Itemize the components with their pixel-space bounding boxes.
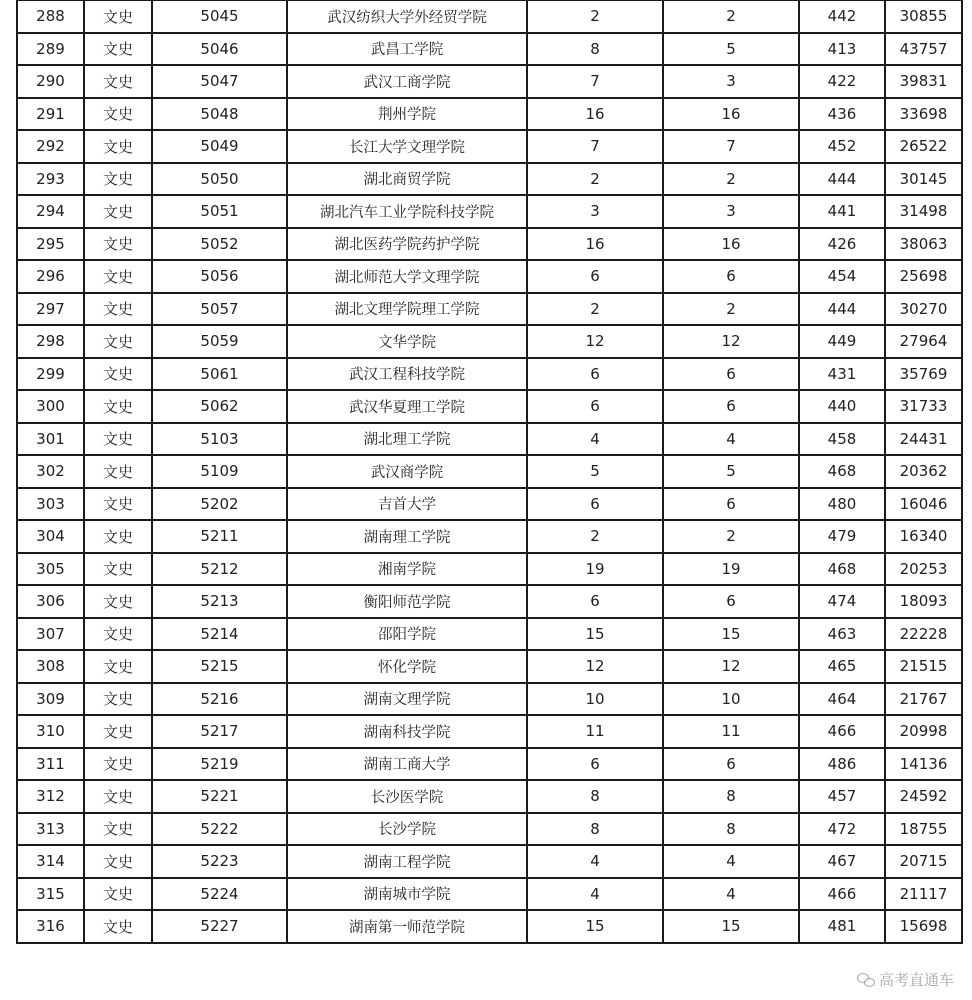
table-row [17,715,962,748]
school-code-cell: 5217 [152,715,287,748]
school-name-cell: 湘南学院 [287,553,527,586]
plan-count-cell: 8 [527,33,663,66]
admitted-count-cell: 6 [663,488,799,521]
min-rank-cell: 27964 [885,325,962,358]
school-name-cell: 武汉商学院 [287,455,527,488]
subject-category-cell: 文史 [84,455,152,488]
min-rank-cell: 30145 [885,163,962,196]
plan-count-cell: 2 [527,520,663,553]
min-score-cell: 442 [799,0,885,33]
admitted-count-cell: 2 [663,0,799,33]
admitted-count-cell: 6 [663,748,799,781]
row-number-cell: 294 [17,195,84,228]
min-rank-cell: 35769 [885,358,962,391]
school-code-cell: 5050 [152,163,287,196]
min-score-cell: 440 [799,390,885,423]
table-row [17,618,962,651]
row-number-cell: 295 [17,228,84,261]
admitted-count-cell: 6 [663,358,799,391]
admissions-table [16,0,963,944]
subject-category-cell: 文史 [84,423,152,456]
school-code-cell: 5202 [152,488,287,521]
plan-count-cell: 6 [527,585,663,618]
min-score-cell: 481 [799,910,885,943]
plan-count-cell: 4 [527,878,663,911]
school-name-cell: 文华学院 [287,325,527,358]
school-name-cell: 湖南工商大学 [287,748,527,781]
min-score-cell: 452 [799,130,885,163]
row-number-cell: 301 [17,423,84,456]
min-score-cell: 466 [799,715,885,748]
school-code-cell: 5216 [152,683,287,716]
admitted-count-cell: 5 [663,455,799,488]
min-score-cell: 441 [799,195,885,228]
school-code-cell: 5213 [152,585,287,618]
min-rank-cell: 16046 [885,488,962,521]
wechat-icon [857,973,875,987]
min-score-cell: 464 [799,683,885,716]
watermark [857,969,954,990]
school-name-cell: 湖南第一师范学院 [287,910,527,943]
school-name-cell: 武汉华夏理工学院 [287,390,527,423]
subject-category-cell: 文史 [84,780,152,813]
plan-count-cell: 6 [527,390,663,423]
min-score-cell: 480 [799,488,885,521]
school-name-cell: 湖北商贸学院 [287,163,527,196]
min-rank-cell: 22228 [885,618,962,651]
plan-count-cell: 4 [527,423,663,456]
table-row [17,228,962,261]
school-name-cell: 湖北理工学院 [287,423,527,456]
admitted-count-cell: 6 [663,390,799,423]
school-code-cell: 5049 [152,130,287,163]
school-code-cell: 5223 [152,845,287,878]
admitted-count-cell: 8 [663,780,799,813]
table-row [17,293,962,326]
admitted-count-cell: 4 [663,878,799,911]
admitted-count-cell: 4 [663,845,799,878]
school-name-cell: 湖南理工学院 [287,520,527,553]
min-rank-cell: 38063 [885,228,962,261]
subject-category-cell: 文史 [84,520,152,553]
min-rank-cell: 20253 [885,553,962,586]
plan-count-cell: 6 [527,260,663,293]
admitted-count-cell: 15 [663,910,799,943]
min-score-cell: 474 [799,585,885,618]
plan-count-cell: 2 [527,293,663,326]
school-code-cell: 5227 [152,910,287,943]
school-name-cell: 武昌工学院 [287,33,527,66]
row-number-cell: 316 [17,910,84,943]
admitted-count-cell: 7 [663,130,799,163]
school-name-cell: 长沙医学院 [287,780,527,813]
admitted-count-cell: 3 [663,195,799,228]
subject-category-cell: 文史 [84,553,152,586]
school-code-cell: 5211 [152,520,287,553]
plan-count-cell: 15 [527,618,663,651]
admitted-count-cell: 8 [663,813,799,846]
school-code-cell: 5062 [152,390,287,423]
min-score-cell: 454 [799,260,885,293]
row-number-cell: 292 [17,130,84,163]
row-number-cell: 289 [17,33,84,66]
subject-category-cell: 文史 [84,813,152,846]
table-row [17,65,962,98]
admitted-count-cell: 2 [663,520,799,553]
min-rank-cell: 21515 [885,650,962,683]
school-code-cell: 5052 [152,228,287,261]
min-score-cell: 468 [799,455,885,488]
row-number-cell: 297 [17,293,84,326]
plan-count-cell: 12 [527,325,663,358]
row-number-cell: 313 [17,813,84,846]
subject-category-cell: 文史 [84,488,152,521]
school-name-cell: 武汉工商学院 [287,65,527,98]
min-score-cell: 431 [799,358,885,391]
min-score-cell: 413 [799,33,885,66]
table-row [17,390,962,423]
table-row [17,910,962,943]
subject-category-cell: 文史 [84,878,152,911]
plan-count-cell: 10 [527,683,663,716]
plan-count-cell: 4 [527,845,663,878]
school-name-cell: 衡阳师范学院 [287,585,527,618]
plan-count-cell: 5 [527,455,663,488]
plan-count-cell: 6 [527,358,663,391]
row-number-cell: 314 [17,845,84,878]
row-number-cell: 302 [17,455,84,488]
min-score-cell: 426 [799,228,885,261]
min-rank-cell: 33698 [885,98,962,131]
row-number-cell: 312 [17,780,84,813]
school-name-cell: 湖北医药学院药护学院 [287,228,527,261]
school-code-cell: 5047 [152,65,287,98]
subject-category-cell: 文史 [84,650,152,683]
school-name-cell: 湖南文理学院 [287,683,527,716]
table-row [17,0,962,33]
row-number-cell: 293 [17,163,84,196]
school-name-cell: 怀化学院 [287,650,527,683]
table-row [17,780,962,813]
row-number-cell: 299 [17,358,84,391]
row-number-cell: 307 [17,618,84,651]
school-code-cell: 5057 [152,293,287,326]
school-code-cell: 5056 [152,260,287,293]
school-name-cell: 武汉纺织大学外经贸学院 [287,0,527,33]
school-code-cell: 5051 [152,195,287,228]
min-rank-cell: 20998 [885,715,962,748]
school-name-cell: 湖北汽车工业学院科技学院 [287,195,527,228]
row-number-cell: 298 [17,325,84,358]
admitted-count-cell: 15 [663,618,799,651]
school-name-cell: 湖南工程学院 [287,845,527,878]
plan-count-cell: 15 [527,910,663,943]
school-code-cell: 5109 [152,455,287,488]
admitted-count-cell: 11 [663,715,799,748]
min-rank-cell: 18093 [885,585,962,618]
school-name-cell: 湖南科技学院 [287,715,527,748]
row-number-cell: 290 [17,65,84,98]
row-number-cell: 311 [17,748,84,781]
min-score-cell: 449 [799,325,885,358]
subject-category-cell: 文史 [84,0,152,33]
row-number-cell: 304 [17,520,84,553]
subject-category-cell: 文史 [84,33,152,66]
table-row [17,553,962,586]
plan-count-cell: 8 [527,813,663,846]
subject-category-cell: 文史 [84,683,152,716]
min-rank-cell: 39831 [885,65,962,98]
school-code-cell: 5059 [152,325,287,358]
admitted-count-cell: 16 [663,228,799,261]
min-rank-cell: 30855 [885,0,962,33]
school-name-cell: 武汉工程科技学院 [287,358,527,391]
school-name-cell: 湖北师范大学文理学院 [287,260,527,293]
row-number-cell: 306 [17,585,84,618]
min-rank-cell: 31498 [885,195,962,228]
subject-category-cell: 文史 [84,228,152,261]
plan-count-cell: 8 [527,780,663,813]
school-code-cell: 5214 [152,618,287,651]
min-rank-cell: 25698 [885,260,962,293]
min-score-cell: 458 [799,423,885,456]
admitted-count-cell: 19 [663,553,799,586]
admitted-count-cell: 5 [663,33,799,66]
row-number-cell: 296 [17,260,84,293]
table-row [17,163,962,196]
admitted-count-cell: 12 [663,650,799,683]
subject-category-cell: 文史 [84,845,152,878]
plan-count-cell: 12 [527,650,663,683]
plan-count-cell: 19 [527,553,663,586]
min-rank-cell: 18755 [885,813,962,846]
school-name-cell: 吉首大学 [287,488,527,521]
school-code-cell: 5103 [152,423,287,456]
admitted-count-cell: 6 [663,260,799,293]
min-score-cell: 422 [799,65,885,98]
school-name-cell: 湖南城市学院 [287,878,527,911]
plan-count-cell: 6 [527,748,663,781]
table-row [17,325,962,358]
min-score-cell: 479 [799,520,885,553]
row-number-cell: 288 [17,0,84,33]
min-score-cell: 457 [799,780,885,813]
table-row [17,358,962,391]
subject-category-cell: 文史 [84,358,152,391]
row-number-cell: 305 [17,553,84,586]
plan-count-cell: 16 [527,228,663,261]
min-rank-cell: 16340 [885,520,962,553]
subject-category-cell: 文史 [84,618,152,651]
table-row [17,683,962,716]
school-code-cell: 5061 [152,358,287,391]
min-rank-cell: 20715 [885,845,962,878]
school-code-cell: 5048 [152,98,287,131]
row-number-cell: 315 [17,878,84,911]
plan-count-cell: 16 [527,98,663,131]
row-number-cell: 308 [17,650,84,683]
subject-category-cell: 文史 [84,98,152,131]
school-code-cell: 5221 [152,780,287,813]
plan-count-cell: 2 [527,163,663,196]
subject-category-cell: 文史 [84,390,152,423]
row-number-cell: 309 [17,683,84,716]
plan-count-cell: 11 [527,715,663,748]
school-name-cell: 荆州学院 [287,98,527,131]
table-row [17,748,962,781]
table-row [17,130,962,163]
table-row [17,845,962,878]
subject-category-cell: 文史 [84,163,152,196]
min-score-cell: 468 [799,553,885,586]
plan-count-cell: 7 [527,65,663,98]
min-score-cell: 472 [799,813,885,846]
table-body [17,0,962,943]
table-row [17,520,962,553]
min-score-cell: 486 [799,748,885,781]
admitted-count-cell: 10 [663,683,799,716]
table-row [17,423,962,456]
row-number-cell: 303 [17,488,84,521]
admitted-count-cell: 2 [663,163,799,196]
min-rank-cell: 31733 [885,390,962,423]
min-rank-cell: 20362 [885,455,962,488]
subject-category-cell: 文史 [84,65,152,98]
table-row [17,195,962,228]
table-row [17,455,962,488]
school-name-cell: 长沙学院 [287,813,527,846]
school-code-cell: 5045 [152,0,287,33]
min-score-cell: 444 [799,163,885,196]
row-number-cell: 300 [17,390,84,423]
school-code-cell: 5222 [152,813,287,846]
min-score-cell: 466 [799,878,885,911]
table-row [17,585,962,618]
row-number-cell: 310 [17,715,84,748]
min-score-cell: 467 [799,845,885,878]
subject-category-cell: 文史 [84,748,152,781]
school-name-cell: 长江大学文理学院 [287,130,527,163]
min-rank-cell: 21117 [885,878,962,911]
subject-category-cell: 文史 [84,585,152,618]
row-number-cell: 291 [17,98,84,131]
min-rank-cell: 14136 [885,748,962,781]
min-score-cell: 463 [799,618,885,651]
school-name-cell: 湖北文理学院理工学院 [287,293,527,326]
table-row [17,33,962,66]
subject-category-cell: 文史 [84,325,152,358]
subject-category-cell: 文史 [84,715,152,748]
table-row [17,488,962,521]
admitted-count-cell: 16 [663,98,799,131]
school-code-cell: 5219 [152,748,287,781]
min-rank-cell: 26522 [885,130,962,163]
plan-count-cell: 3 [527,195,663,228]
admitted-count-cell: 6 [663,585,799,618]
admitted-count-cell: 3 [663,65,799,98]
school-code-cell: 5212 [152,553,287,586]
min-score-cell: 444 [799,293,885,326]
admitted-count-cell: 2 [663,293,799,326]
subject-category-cell: 文史 [84,260,152,293]
school-code-cell: 5215 [152,650,287,683]
school-name-cell: 邵阳学院 [287,618,527,651]
min-rank-cell: 24431 [885,423,962,456]
subject-category-cell: 文史 [84,195,152,228]
table-row [17,98,962,131]
min-rank-cell: 21767 [885,683,962,716]
min-rank-cell: 15698 [885,910,962,943]
table-row [17,878,962,911]
school-code-cell: 5224 [152,878,287,911]
watermark-text: 高考直通车 [878,971,954,989]
plan-count-cell: 6 [527,488,663,521]
subject-category-cell: 文史 [84,910,152,943]
plan-count-cell: 7 [527,130,663,163]
min-score-cell: 436 [799,98,885,131]
table-row [17,813,962,846]
admitted-count-cell: 12 [663,325,799,358]
min-rank-cell: 24592 [885,780,962,813]
school-code-cell: 5046 [152,33,287,66]
subject-category-cell: 文史 [84,293,152,326]
table-row [17,650,962,683]
admitted-count-cell: 4 [663,423,799,456]
min-rank-cell: 43757 [885,33,962,66]
min-rank-cell: 30270 [885,293,962,326]
subject-category-cell: 文史 [84,130,152,163]
table-row [17,260,962,293]
plan-count-cell: 2 [527,0,663,33]
min-score-cell: 465 [799,650,885,683]
